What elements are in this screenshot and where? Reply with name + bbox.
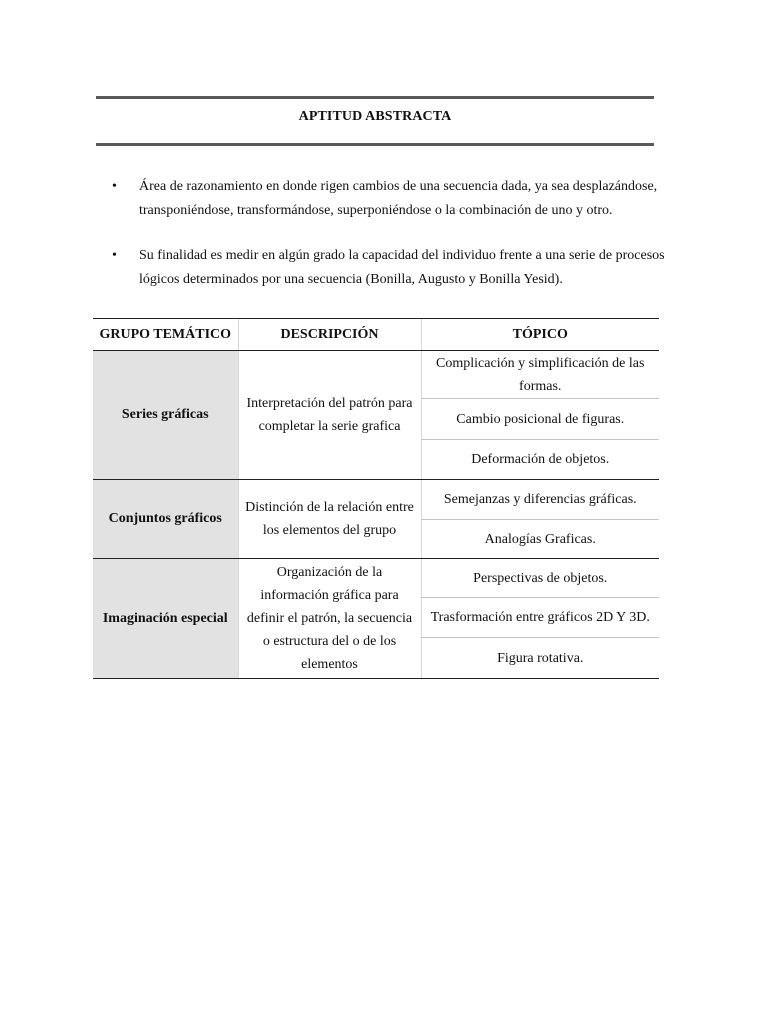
group-description-cell: Organización de la información gráfica para definir el patrón, la secuencia o estructura del o de los elementos	[238, 559, 421, 679]
topic-cell: Semejanzas y diferencias gráficas.	[421, 480, 659, 520]
group-name-cell: Conjuntos gráficos	[93, 480, 238, 559]
topic-cell: Figura rotativa.	[421, 638, 659, 679]
header-descripcion: DESCRIPCIÓN	[238, 319, 421, 351]
topic-cell: Trasformación entre gráficos 2D Y 3D.	[421, 598, 659, 638]
bullet-item	[112, 244, 672, 292]
title-rule-top	[96, 96, 654, 99]
topic-cell: Deformación de objetos.	[421, 440, 659, 480]
table-header-row	[93, 319, 659, 351]
group-name-cell: Imaginación especial	[93, 559, 238, 679]
group-description-cell: Interpretación del patrón para completar la serie grafica	[238, 351, 421, 480]
bullet-item	[112, 175, 672, 223]
header-topico: TÓPICO	[421, 319, 659, 351]
topic-cell: Perspectivas de objetos.	[421, 559, 659, 598]
bullet-list	[112, 175, 672, 292]
table-row	[93, 351, 659, 399]
topic-cell: Complicación y simplificación de las formas.	[421, 351, 659, 399]
topic-cell: Cambio posicional de figuras.	[421, 399, 659, 440]
bullet-text: Su finalidad es medir en algún grado la capacidad del individuo frente a una serie de procesos lógicos determinados por una secuencia (Bonilla, Augusto y Bonilla Yesid).	[139, 248, 665, 287]
document-title: APTITUD ABSTRACTA	[298, 109, 452, 124]
header-grupo-tematico: GRUPO TEMÁTICO	[93, 319, 238, 351]
bullet-text: Área de razonamiento en donde rigen cambios de una secuencia dada, ya sea desplazándose, transponiéndose, transformándose, superponiéndose o la combinación de uno y otro.	[139, 179, 658, 218]
group-description-cell: Distinción de la relación entre los elementos del grupo	[238, 480, 421, 559]
group-name-cell: Series gráficas	[93, 351, 238, 480]
table-row	[93, 480, 659, 520]
title-rule-bottom	[96, 143, 654, 146]
topic-cell: Analogías Graficas.	[421, 520, 659, 559]
bullet-dot-icon: •	[112, 248, 117, 263]
bullet-dot-icon: •	[112, 179, 117, 194]
table-row	[93, 559, 659, 598]
topics-table	[93, 318, 659, 679]
